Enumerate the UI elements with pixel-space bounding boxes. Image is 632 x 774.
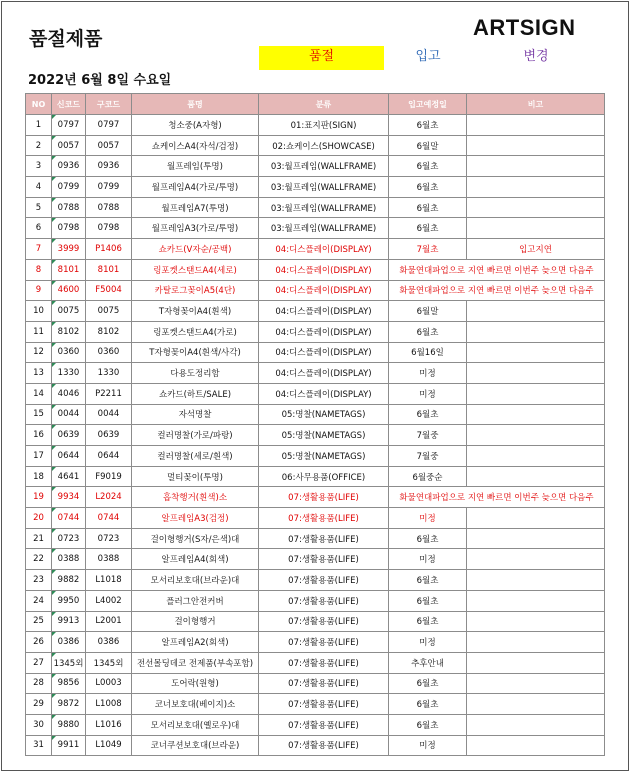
row-new-code: 1345외 (52, 652, 86, 673)
row-note (467, 446, 605, 467)
row-old-code: L2024 (86, 487, 132, 508)
row-eta: 7월중 (389, 425, 467, 446)
row-no: 7 (26, 239, 52, 260)
row-eta: 6월초 (389, 404, 467, 425)
row-note: 입고지연 (467, 239, 605, 260)
row-new-code: 4600 (52, 280, 86, 301)
table-row (26, 342, 605, 363)
row-eta: 미정 (389, 735, 467, 756)
row-category: 07:생활용품(LIFE) (259, 508, 389, 529)
table-row (26, 735, 605, 756)
row-no: 24 (26, 590, 52, 611)
row-eta: 6월초 (389, 694, 467, 715)
row-new-code: 0044 (52, 404, 86, 425)
row-no: 11 (26, 321, 52, 342)
row-old-code: P1406 (86, 239, 132, 260)
col-new-code: 신코드 (52, 94, 86, 115)
brand-logo: ARTSIGN (473, 15, 576, 40)
row-new-code: 9872 (52, 694, 86, 715)
row-new-code: 0360 (52, 342, 86, 363)
row-no: 5 (26, 197, 52, 218)
row-note (467, 383, 605, 404)
row-eta: 추후안내 (389, 652, 467, 673)
row-new-code: 0723 (52, 528, 86, 549)
table-row (26, 383, 605, 404)
row-category: 03:월프레임(WALLFRAME) (259, 218, 389, 239)
row-note (467, 301, 605, 322)
row-note (467, 714, 605, 735)
row-new-code: 3999 (52, 239, 86, 260)
row-category: 03:월프레임(WALLFRAME) (259, 177, 389, 198)
row-no: 8 (26, 259, 52, 280)
row-no: 31 (26, 735, 52, 756)
row-no: 3 (26, 156, 52, 177)
row-old-code: F5004 (86, 280, 132, 301)
row-old-code: 0044 (86, 404, 132, 425)
row-eta: 6월말 (389, 301, 467, 322)
row-product-name: 걸이형행거 (132, 611, 259, 632)
row-new-code: 0644 (52, 446, 86, 467)
row-product-name: 모서리보호대(옐로우)대 (132, 714, 259, 735)
row-eta: 미정 (389, 383, 467, 404)
row-eta: 미정 (389, 508, 467, 529)
row-product-name: 코너쿠션보호대(브라운) (132, 735, 259, 756)
row-old-code: 8101 (86, 259, 132, 280)
table-row (26, 218, 605, 239)
row-new-code: 0057 (52, 135, 86, 156)
row-new-code: 0798 (52, 218, 86, 239)
row-no: 2 (26, 135, 52, 156)
row-new-code: 8101 (52, 259, 86, 280)
table-row (26, 115, 605, 136)
row-eta: 미정 (389, 549, 467, 570)
row-eta: 7월중 (389, 446, 467, 467)
row-eta: 화물연대파업으로 지연 빠르면 이번주 늦으면 다음주 (389, 487, 605, 508)
row-category: 07:생활용품(LIFE) (259, 611, 389, 632)
row-category: 07:생활용품(LIFE) (259, 673, 389, 694)
row-note (467, 363, 605, 384)
row-note (467, 590, 605, 611)
row-no: 9 (26, 280, 52, 301)
row-category: 04:디스플레이(DISPLAY) (259, 321, 389, 342)
col-category: 분류 (259, 94, 389, 115)
row-product-name: T자형꽂이A4(흰색) (132, 301, 259, 322)
table-row (26, 487, 605, 508)
row-no: 20 (26, 508, 52, 529)
row-category: 07:생활용품(LIFE) (259, 487, 389, 508)
row-eta: 6월초 (389, 156, 467, 177)
row-note (467, 404, 605, 425)
row-product-name: T자형꽂이A4(흰색/사각) (132, 342, 259, 363)
row-product-name: 쇼카드(V자순/공백) (132, 239, 259, 260)
row-new-code: 0788 (52, 197, 86, 218)
row-old-code: L0003 (86, 673, 132, 694)
row-note (467, 135, 605, 156)
row-note (467, 115, 605, 136)
table-row (26, 611, 605, 632)
row-product-name: 걸이형행거(S자/은색)대 (132, 528, 259, 549)
col-product-name: 품명 (132, 94, 259, 115)
row-note (467, 611, 605, 632)
row-old-code: L2001 (86, 611, 132, 632)
row-new-code: 9913 (52, 611, 86, 632)
table-row (26, 549, 605, 570)
row-new-code: 0797 (52, 115, 86, 136)
row-note (467, 694, 605, 715)
row-category: 05:명찰(NAMETAGS) (259, 446, 389, 467)
row-product-name: 자석명찰 (132, 404, 259, 425)
row-no: 21 (26, 528, 52, 549)
table-row (26, 632, 605, 653)
row-category: 04:디스플레이(DISPLAY) (259, 259, 389, 280)
table-row (26, 239, 605, 260)
row-category: 07:생활용품(LIFE) (259, 570, 389, 591)
row-category: 07:생활용품(LIFE) (259, 735, 389, 756)
row-note (467, 425, 605, 446)
row-new-code: 4641 (52, 466, 86, 487)
row-note (467, 218, 605, 239)
row-eta: 6월초 (389, 218, 467, 239)
row-old-code: P2211 (86, 383, 132, 404)
row-category: 03:월프레임(WALLFRAME) (259, 156, 389, 177)
row-old-code: 0744 (86, 508, 132, 529)
row-old-code: F9019 (86, 466, 132, 487)
table-row (26, 508, 605, 529)
row-new-code: 0388 (52, 549, 86, 570)
row-no: 23 (26, 570, 52, 591)
page-title: 품절제품 (29, 28, 103, 50)
row-no: 10 (26, 301, 52, 322)
row-eta: 미정 (389, 363, 467, 384)
table-row (26, 570, 605, 591)
row-old-code: 0075 (86, 301, 132, 322)
row-product-name: 전선몰딩데코 전제품(부속포함) (132, 652, 259, 673)
row-product-name: 카탈로그꽂이A5(4단) (132, 280, 259, 301)
row-eta: 화물연대파업으로 지연 빠르면 이번주 늦으면 다음주 (389, 259, 605, 280)
row-no: 15 (26, 404, 52, 425)
row-old-code: 0799 (86, 177, 132, 198)
table-row (26, 301, 605, 322)
table-row (26, 590, 605, 611)
row-product-name: 쇼케이스A4(자석/검정) (132, 135, 259, 156)
row-category: 04:디스플레이(DISPLAY) (259, 342, 389, 363)
row-old-code: 0798 (86, 218, 132, 239)
row-note (467, 570, 605, 591)
row-old-code: 0360 (86, 342, 132, 363)
row-note (467, 528, 605, 549)
row-eta: 6월초 (389, 321, 467, 342)
row-category: 07:생활용품(LIFE) (259, 528, 389, 549)
row-old-code: 1330 (86, 363, 132, 384)
row-product-name: 월프레임A7(투명) (132, 197, 259, 218)
row-old-code: 0639 (86, 425, 132, 446)
row-product-name: 멀티꽂이(투명) (132, 466, 259, 487)
row-eta: 6월초 (389, 570, 467, 591)
row-product-name: 플러그안전커버 (132, 590, 259, 611)
row-old-code: L1008 (86, 694, 132, 715)
table-row (26, 694, 605, 715)
row-note (467, 156, 605, 177)
row-product-name: 링포켓스탠드A4(세로) (132, 259, 259, 280)
row-eta: 6월초 (389, 611, 467, 632)
table-row (26, 321, 605, 342)
table-row (26, 363, 605, 384)
row-new-code: 9882 (52, 570, 86, 591)
row-product-name: 월프레임A4(가로/투명) (132, 177, 259, 198)
table-row (26, 404, 605, 425)
legend-changed: 변경 (523, 49, 549, 64)
row-note (467, 177, 605, 198)
row-note (467, 508, 605, 529)
table-row (26, 714, 605, 735)
row-category: 04:디스플레이(DISPLAY) (259, 280, 389, 301)
row-old-code: L4002 (86, 590, 132, 611)
row-category: 02:쇼케이스(SHOWCASE) (259, 135, 389, 156)
row-category: 04:디스플레이(DISPLAY) (259, 239, 389, 260)
row-no: 1 (26, 115, 52, 136)
row-no: 6 (26, 218, 52, 239)
row-category: 04:디스플레이(DISPLAY) (259, 383, 389, 404)
row-category: 05:명찰(NAMETAGS) (259, 404, 389, 425)
row-no: 26 (26, 632, 52, 653)
row-note (467, 632, 605, 653)
row-product-name: 링포켓스탠드A4(가로) (132, 321, 259, 342)
row-note (467, 549, 605, 570)
col-no: NO (26, 94, 52, 115)
row-product-name: 알프레임A3(검정) (132, 508, 259, 529)
row-old-code: 8102 (86, 321, 132, 342)
row-category: 07:생활용품(LIFE) (259, 549, 389, 570)
row-product-name: 다용도정리함 (132, 363, 259, 384)
col-note: 비고 (467, 94, 605, 115)
table-row (26, 528, 605, 549)
row-eta: 6월초 (389, 590, 467, 611)
row-no: 29 (26, 694, 52, 715)
row-product-name: 월프레임(투명) (132, 156, 259, 177)
row-new-code: 9856 (52, 673, 86, 694)
table-row (26, 280, 605, 301)
table-row (26, 197, 605, 218)
row-old-code: L1049 (86, 735, 132, 756)
row-product-name: 알프레임A2(회색) (132, 632, 259, 653)
row-old-code: 0644 (86, 446, 132, 467)
row-eta: 6월초 (389, 197, 467, 218)
row-category: 05:명찰(NAMETAGS) (259, 425, 389, 446)
row-no: 19 (26, 487, 52, 508)
row-note (467, 466, 605, 487)
row-category: 07:생활용품(LIFE) (259, 694, 389, 715)
row-product-name: 도어락(원형) (132, 673, 259, 694)
col-eta: 입고예정일 (389, 94, 467, 115)
row-new-code: 4046 (52, 383, 86, 404)
row-note (467, 735, 605, 756)
row-no: 17 (26, 446, 52, 467)
row-category: 07:생활용품(LIFE) (259, 714, 389, 735)
row-old-code: 0797 (86, 115, 132, 136)
row-new-code: 9950 (52, 590, 86, 611)
legend-soldout: 품절 (259, 46, 384, 70)
row-eta: 화물연대파업으로 지연 빠르면 이번주 늦으면 다음주 (389, 280, 605, 301)
table-header-row (26, 94, 605, 115)
table-row (26, 425, 605, 446)
row-eta: 6월말 (389, 135, 467, 156)
row-category: 07:생활용품(LIFE) (259, 590, 389, 611)
row-new-code: 1330 (52, 363, 86, 384)
row-product-name: 모서리보호대(브라운)대 (132, 570, 259, 591)
row-product-name: 코너보호대(베이지)소 (132, 694, 259, 715)
row-category: 06:사무용품(OFFICE) (259, 466, 389, 487)
row-new-code: 9911 (52, 735, 86, 756)
table-row (26, 466, 605, 487)
col-old-code: 구코드 (86, 94, 132, 115)
row-old-code: 0388 (86, 549, 132, 570)
row-product-name: 컬러명찰(세로/흰색) (132, 446, 259, 467)
table-row (26, 177, 605, 198)
row-note (467, 652, 605, 673)
row-no: 30 (26, 714, 52, 735)
table-row (26, 135, 605, 156)
row-product-name: 컬러명찰(가로/파랑) (132, 425, 259, 446)
row-category: 07:생활용품(LIFE) (259, 652, 389, 673)
row-new-code: 0744 (52, 508, 86, 529)
row-product-name: 알프레임A4(회색) (132, 549, 259, 570)
row-no: 12 (26, 342, 52, 363)
row-eta: 6월초 (389, 673, 467, 694)
row-no: 27 (26, 652, 52, 673)
row-no: 4 (26, 177, 52, 198)
row-eta: 6월초 (389, 528, 467, 549)
report-date: 2022년 6월 8일 수요일 (28, 73, 172, 88)
row-note (467, 321, 605, 342)
row-old-code: L1016 (86, 714, 132, 735)
table-row (26, 156, 605, 177)
legend-incoming: 입고 (415, 49, 441, 64)
table-row (26, 259, 605, 280)
row-new-code: 0639 (52, 425, 86, 446)
row-no: 16 (26, 425, 52, 446)
row-no: 18 (26, 466, 52, 487)
row-category: 07:생활용품(LIFE) (259, 632, 389, 653)
row-product-name: 쇼카드(하트/SALE) (132, 383, 259, 404)
row-category: 01:표지판(SIGN) (259, 115, 389, 136)
row-old-code: 1345외 (86, 652, 132, 673)
row-new-code: 0075 (52, 301, 86, 322)
row-note (467, 197, 605, 218)
row-category: 04:디스플레이(DISPLAY) (259, 301, 389, 322)
row-eta: 6월중순 (389, 466, 467, 487)
row-old-code: 0936 (86, 156, 132, 177)
row-old-code: 0386 (86, 632, 132, 653)
row-no: 22 (26, 549, 52, 570)
row-eta: 6월초 (389, 115, 467, 136)
table-row (26, 673, 605, 694)
table-row (26, 446, 605, 467)
row-no: 25 (26, 611, 52, 632)
row-no: 14 (26, 383, 52, 404)
row-eta: 7월초 (389, 239, 467, 260)
row-new-code: 0936 (52, 156, 86, 177)
row-note (467, 342, 605, 363)
soldout-table (25, 93, 605, 756)
row-new-code: 0799 (52, 177, 86, 198)
row-note (467, 673, 605, 694)
row-eta: 6월초 (389, 177, 467, 198)
row-product-name: 월프레임A3(가로/투명) (132, 218, 259, 239)
row-category: 03:월프레임(WALLFRAME) (259, 197, 389, 218)
row-product-name: 흡착행거(흰색)소 (132, 487, 259, 508)
row-no: 28 (26, 673, 52, 694)
row-new-code: 8102 (52, 321, 86, 342)
row-eta: 6월초 (389, 714, 467, 735)
row-old-code: 0723 (86, 528, 132, 549)
row-product-name: 청소중(A자형) (132, 115, 259, 136)
row-old-code: 0057 (86, 135, 132, 156)
row-new-code: 0386 (52, 632, 86, 653)
row-new-code: 9880 (52, 714, 86, 735)
row-new-code: 9934 (52, 487, 86, 508)
table-row (26, 652, 605, 673)
row-eta: 6월16일 (389, 342, 467, 363)
row-eta: 미정 (389, 632, 467, 653)
row-no: 13 (26, 363, 52, 384)
row-old-code: L1018 (86, 570, 132, 591)
row-category: 04:디스플레이(DISPLAY) (259, 363, 389, 384)
row-old-code: 0788 (86, 197, 132, 218)
